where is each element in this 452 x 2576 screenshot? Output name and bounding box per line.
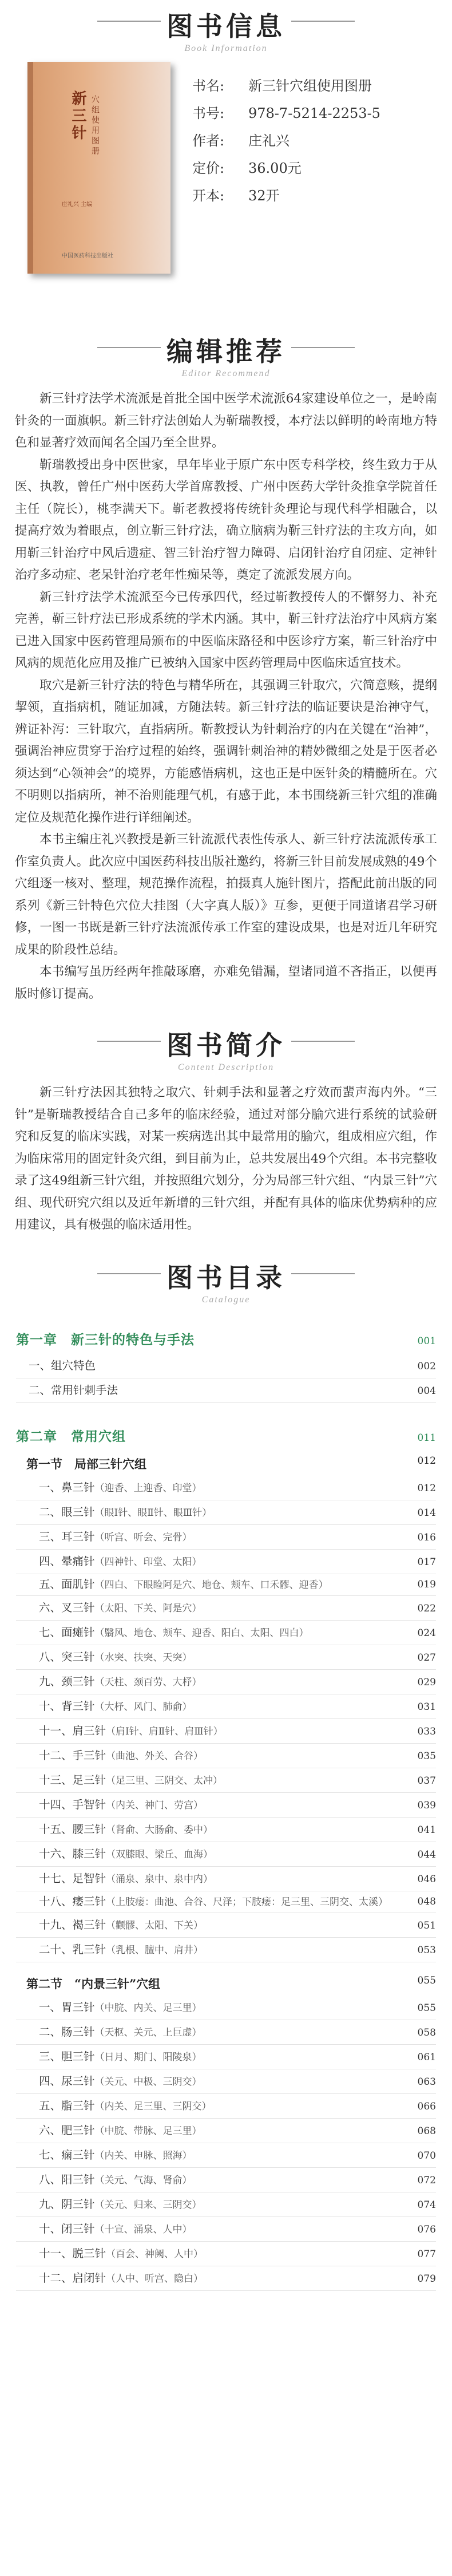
entry-acupoints: （肩Ⅰ针、肩Ⅱ针、肩Ⅲ针） xyxy=(106,1725,223,1737)
entry-acupoints: （关元、归来、三阴交） xyxy=(94,2199,202,2211)
toc-entry[interactable] xyxy=(16,2045,436,2069)
toc-entry[interactable] xyxy=(16,2094,436,2119)
toc-entry[interactable] xyxy=(16,1550,436,1574)
paragraph: 新三针疗法学术流派至今已传承四代，经过靳教授传人的不懈努力、补充完善，靳三针疗法已形成系统的学术内涵。其中，靳三针疗法治疗中风病方案已进入国家中医药管理局颁布的中医临床路径和中医诊疗方案，靳三针治疗中风病的规范化应用及推广已被纳入国家中医药管理局中医临床适宜技术。 xyxy=(15,590,437,670)
entry-acupoints: （关元、中极、三阴交） xyxy=(94,2076,202,2088)
toc-entry[interactable] xyxy=(16,1476,436,1500)
toc-chapter[interactable]: 第二章 常用穴组 011 xyxy=(16,1428,436,1444)
entry-title: 三、耳三针 xyxy=(39,1530,95,1543)
entry-acupoints: （曲池、外关、合谷） xyxy=(106,1750,204,1762)
book-info-header xyxy=(0,0,452,62)
entry-page: 051 xyxy=(417,1919,436,1931)
entry-acupoints: （足三里、三阴交、太冲） xyxy=(106,1775,223,1787)
entry-acupoints: （中脘、带脉、足三里） xyxy=(94,2125,202,2137)
toc-entry[interactable] xyxy=(16,2119,436,2143)
entry-title: 七、面瘫针 xyxy=(39,1625,95,1639)
toc-entry[interactable]: 一、组穴特色 002 xyxy=(16,1354,436,1378)
entry-title: 十、背三针 xyxy=(39,1699,95,1713)
entry-page: 014 xyxy=(417,1507,436,1519)
entry-page: 022 xyxy=(417,1602,436,1614)
entry-title: 十七、足智针 xyxy=(39,1871,106,1885)
toc-entry[interactable] xyxy=(16,1645,436,1670)
paragraph: 新三针疗法学术流派是首批全国中医学术流派64家建设单位之一，是岭南针灸的一面旗帜。新三针疗法创始人为靳瑞教授，本疗法以鲜明的岭南地方特色和显著疗效而闻名全国乃至全世界。 xyxy=(15,392,437,450)
toc-entry[interactable] xyxy=(16,1500,436,1525)
entry-acupoints: （四神针、印堂、太阳） xyxy=(94,1556,202,1568)
entry-page: 031 xyxy=(417,1701,436,1713)
toc-entry[interactable] xyxy=(16,1525,436,1550)
entry-page: 063 xyxy=(417,2076,436,2088)
section-title: 图书信息 xyxy=(161,6,291,44)
entry-page: 044 xyxy=(417,1848,436,1860)
toc-entry[interactable] xyxy=(16,2143,436,2168)
toc-entry[interactable] xyxy=(16,2168,436,2192)
cover-publisher: 中国医药科技出版社 xyxy=(62,253,113,259)
book-cover xyxy=(27,62,171,274)
entry-title: 十二、启闭针 xyxy=(39,2271,106,2285)
entry-title: 九、颈三针 xyxy=(39,1674,95,1688)
entry-acupoints: （双膝眼、梁丘、血海） xyxy=(106,1848,213,1860)
toc-entry[interactable] xyxy=(16,1818,436,1842)
editor-rec-header xyxy=(0,331,452,388)
entry-acupoints: （翳风、地仓、颊车、迎香、阳白、太阳、四白） xyxy=(94,1627,309,1639)
entry-acupoints: （日月、期门、阳陵泉） xyxy=(94,2051,202,2063)
entry-page: 074 xyxy=(417,2199,436,2211)
entry-page: 066 xyxy=(417,2100,436,2112)
entry-title: 七、痫三针 xyxy=(39,2148,95,2162)
toc-entry[interactable] xyxy=(16,2069,436,2094)
section-subtitle: Book Information xyxy=(184,44,268,53)
entry-acupoints: （内关、足三里、三阴交） xyxy=(94,2100,212,2112)
entry-title: 五、脂三针 xyxy=(39,2099,95,2112)
entry-title: 十一、脱三针 xyxy=(39,2246,106,2260)
entry-acupoints: （大杼、风门、肺俞） xyxy=(94,1701,192,1713)
toc-chapter[interactable]: 第一章 新三针的特色与手法 001 xyxy=(16,1332,436,1348)
entry-title: 九、阴三针 xyxy=(39,2197,95,2211)
entry-page: 041 xyxy=(417,1824,436,1836)
entry-page: 033 xyxy=(417,1725,436,1737)
toc-entry[interactable] xyxy=(16,1596,436,1621)
field-author: 作者: 庄礼兴 xyxy=(192,133,290,149)
section-title: 编辑推荐 xyxy=(161,331,291,369)
entry-page: 077 xyxy=(417,2248,436,2260)
entry-title: 八、突三针 xyxy=(39,1650,95,1664)
entry-acupoints: （内关、申脉、照海） xyxy=(94,2150,192,2162)
entry-page: 072 xyxy=(417,2174,436,2186)
editor-rec-body xyxy=(0,388,452,1005)
entry-acupoints: （关元、气海、肾俞） xyxy=(94,2174,192,2186)
entry-acupoints: （水突、扶突、天突） xyxy=(94,1652,192,1664)
toc-entry[interactable] xyxy=(16,1670,436,1694)
toc-entry[interactable] xyxy=(16,2217,436,2242)
cover-subtitle: 穴组使用图册 xyxy=(90,95,100,157)
field-isbn: 书号: 978-7-5214-2253-5 xyxy=(192,105,380,121)
toc-entry[interactable] xyxy=(16,2192,436,2217)
entry-acupoints: （涌泉、泉中、泉中内） xyxy=(106,1873,213,1885)
toc-entry[interactable] xyxy=(16,2266,436,2291)
entry-page: 017 xyxy=(417,1556,436,1568)
entry-acupoints: （天枢、关元、上巨虚） xyxy=(94,2026,202,2038)
entry-title: 十八、痿三针 xyxy=(39,1894,106,1908)
section-subtitle: Content Description xyxy=(177,1062,275,1072)
entry-title: 二、眼三针 xyxy=(39,1505,95,1519)
entry-page: 027 xyxy=(417,1652,436,1664)
entry-acupoints: （听宫、听会、完骨） xyxy=(94,1531,192,1543)
cover-author: 庄礼兴 主编 xyxy=(62,202,93,208)
entry-title: 三、胆三针 xyxy=(39,2049,95,2063)
toc-section-list xyxy=(16,1996,436,2291)
entry-title: 十一、肩三针 xyxy=(39,1724,106,1737)
entry-title: 四、尿三针 xyxy=(39,2074,95,2088)
section-subtitle: Catalogue xyxy=(201,1294,251,1305)
toc-entry[interactable] xyxy=(16,1719,436,1744)
field-price: 定价: 36.00元 xyxy=(192,160,302,176)
entry-acupoints: （颧髎、太阳、下关） xyxy=(106,1919,204,1931)
toc-entry[interactable] xyxy=(16,1891,436,1913)
entry-page: 016 xyxy=(417,1531,436,1543)
toc-entry[interactable] xyxy=(16,1996,436,2020)
toc-section[interactable]: 第二节 “内景三针”穴组 055 xyxy=(26,1974,436,1991)
entry-page: 029 xyxy=(417,1676,436,1688)
paragraph: 本书主编庄礼兴教授是新三针流派代表性传承人、新三针疗法流派传承工作室负责人。此次应中国医药科技出版社邀约，将新三针目前发展成熟的49个穴组逐一核对、整理，规范操作流程，拍摄真人施针图片，搭配此前出版的同系列《新三针特色穴位大挂图（大字真人版）》互参，更便于同道诸君学习研修，一图一书既是新三针疗法流派传承工作室的建设成果，也是对近几年研究成果的阶段性总结。 xyxy=(15,832,437,957)
entry-acupoints: （内关、神门、劳宫） xyxy=(106,1799,204,1811)
entry-page: 079 xyxy=(417,2273,436,2285)
table-of-contents xyxy=(16,1329,436,2291)
book-info-block xyxy=(0,62,452,331)
entry-acupoints: （四白、下眼睑阿是穴、地仓、颊车、口禾髎、迎香） xyxy=(94,1579,328,1591)
book-intro-header xyxy=(0,1025,452,1082)
entry-title: 一、鼻三针 xyxy=(39,1480,95,1494)
paragraph: 靳瑞教授出身中医世家，早年毕业于原广东中医专科学校，终生致力于从医、执教，曾任广州中医药大学首席教授、广州中医药大学针灸推拿学院首任主任（院长），桃李满天下。靳老教授将传统针灸理论与现代科学相融合，以提高疗效为着眼点，创立靳三针疗法，确立脑病为靳三针疗法的主攻方向，如用靳三针治疗中风后遗症、智三针治疗智力障碍、启闭针治疗自闭症、定神针治疗多动症、老呆针治疗老年性痴呆等，奠定了流派发展方向。 xyxy=(15,457,437,582)
entry-page: 035 xyxy=(417,1750,436,1762)
toc-entry[interactable] xyxy=(16,1867,436,1891)
toc-section[interactable]: 第一节 局部三针穴组 012 xyxy=(26,1455,436,1471)
entry-page: 037 xyxy=(417,1775,436,1787)
entry-title: 十五、腰三针 xyxy=(39,1822,106,1836)
entry-title: 十四、手智针 xyxy=(39,1797,106,1811)
toc-entry[interactable] xyxy=(16,1744,436,1768)
paragraph: 新三针疗法因其独特之取穴、针刺手法和显著之疗效而蜚声海内外。“三针”是靳瑞教授结合自己多年的临床经验，通过对部分腧穴进行系统的试验研究和反复的临床实践，对某一疾病选出其中最常用的腧穴，组成相应穴组，作为临床常用的固定针灸穴组，到目前为止，总共发展出49个穴组。本书完整收录了这49组新三针穴组，并按照组穴划分，分为局部三针穴组、“内景三针”穴组、现代研究穴组以及近年新增的三针穴组，并配有具体的临床优势病种的应用建议，具有极强的临床适用性。 xyxy=(15,1085,437,1232)
entry-acupoints: （天柱、颈百劳、大杼） xyxy=(94,1676,202,1688)
toc-section-list xyxy=(16,1476,436,1962)
entry-title: 六、肥三针 xyxy=(39,2123,95,2137)
entry-page: 019 xyxy=(417,1578,436,1590)
section-title: 图书目录 xyxy=(161,1257,291,1295)
field-name: 书名: 新三针穴组使用图册 xyxy=(192,78,372,94)
toc-entry[interactable] xyxy=(16,1842,436,1867)
entry-acupoints: （人中、听宫、隐白） xyxy=(106,2273,204,2285)
book-intro-body xyxy=(0,1082,452,1236)
entry-title: 二十、乳三针 xyxy=(39,1942,106,1956)
entry-title: 十三、足三针 xyxy=(39,1773,106,1787)
toc-entry[interactable] xyxy=(16,1938,436,1962)
section-subtitle: Editor Recommend xyxy=(181,369,271,378)
paragraph: 取穴是新三针疗法的特色与精华所在，其强调三针取穴，穴简意赅，提纲挈领，直指病机，随证加减，方随法转。新三针疗法的临证要诀是治神守气，辨证补泻：三针取穴，直指病所。靳教授认为针刺治疗的内在关键在“治神”，强调治神应贯穿于治疗过程的始终，强调针刺治神的精妙微细之处是于医者必须达到“心领神会”的境界，方能感悟病机，这也正是中医针灸的精髓所在。穴不明则以指病所，神不治则能理气机，有感于此，本书围绕新三针穴组的准确定位及规范化操作进行详细阐述。 xyxy=(15,678,437,825)
entry-title: 六、叉三针 xyxy=(39,1601,95,1614)
toc-entry[interactable] xyxy=(16,1621,436,1645)
entry-title: 四、晕痛针 xyxy=(39,1554,95,1568)
toc-entry[interactable] xyxy=(16,2020,436,2045)
entry-acupoints: （迎香、上迎香、印堂） xyxy=(94,1482,202,1494)
section-title: 图书简介 xyxy=(161,1025,291,1062)
entry-page: 068 xyxy=(417,2125,436,2137)
entry-page: 058 xyxy=(417,2026,436,2038)
toc-entry[interactable]: 二、常用针刺手法 004 xyxy=(16,1378,436,1403)
field-format: 开本: 32开 xyxy=(192,188,280,204)
entry-acupoints: （百会、神阙、人中） xyxy=(106,2248,204,2260)
entry-page: 048 xyxy=(417,1895,436,1907)
entry-page: 012 xyxy=(417,1482,436,1494)
entry-page: 046 xyxy=(417,1873,436,1885)
entry-page: 061 xyxy=(417,2051,436,2063)
entry-title: 二、肠三针 xyxy=(39,2025,95,2038)
entry-title: 一、胃三针 xyxy=(39,2000,95,2014)
toc-entry[interactable] xyxy=(16,2242,436,2266)
entry-title: 十九、褐三针 xyxy=(39,1918,106,1931)
toc-header xyxy=(0,1257,452,1314)
cover-title: 新三针 xyxy=(69,90,86,142)
entry-acupoints: （眼Ⅰ针、眼Ⅱ针、眼Ⅲ针） xyxy=(94,1507,212,1519)
entry-acupoints: （乳根、膻中、肩井） xyxy=(106,1944,204,1956)
entry-title: 十、闭三针 xyxy=(39,2222,95,2235)
paragraph: 本书编写虽历经两年推敲琢磨，亦难免错漏，望诸同道不吝指正，以便再版时修订提高。 xyxy=(15,965,437,1001)
entry-acupoints: （上肢痿：曲池、合谷、尺泽；下肢痿：足三里、三阴交、太溪） xyxy=(106,1896,388,1908)
book-fields xyxy=(192,72,380,210)
entry-acupoints: （中脘、内关、足三里） xyxy=(94,2002,202,2014)
toc-entry[interactable] xyxy=(16,1574,436,1596)
toc-entry[interactable] xyxy=(16,1913,436,1938)
entry-title: 十二、手三针 xyxy=(39,1748,106,1762)
entry-acupoints: （太阳、下关、阿是穴） xyxy=(94,1602,202,1614)
entry-page: 053 xyxy=(417,1944,436,1956)
entry-title: 五、面肌针 xyxy=(39,1577,95,1591)
entry-page: 070 xyxy=(417,2150,436,2162)
entry-page: 039 xyxy=(417,1799,436,1811)
entry-page: 055 xyxy=(417,2002,436,2014)
entry-acupoints: （十宣、涌泉、人中） xyxy=(94,2223,192,2235)
toc-entry[interactable] xyxy=(16,1768,436,1793)
entry-acupoints: （肾俞、大肠俞、委中） xyxy=(106,1824,213,1836)
entry-title: 八、阳三针 xyxy=(39,2172,95,2186)
toc-entry[interactable] xyxy=(16,1793,436,1818)
entry-page: 024 xyxy=(417,1627,436,1639)
entry-title: 十六、膝三针 xyxy=(39,1847,106,1860)
toc-entry[interactable] xyxy=(16,1694,436,1719)
entry-page: 076 xyxy=(417,2223,436,2235)
